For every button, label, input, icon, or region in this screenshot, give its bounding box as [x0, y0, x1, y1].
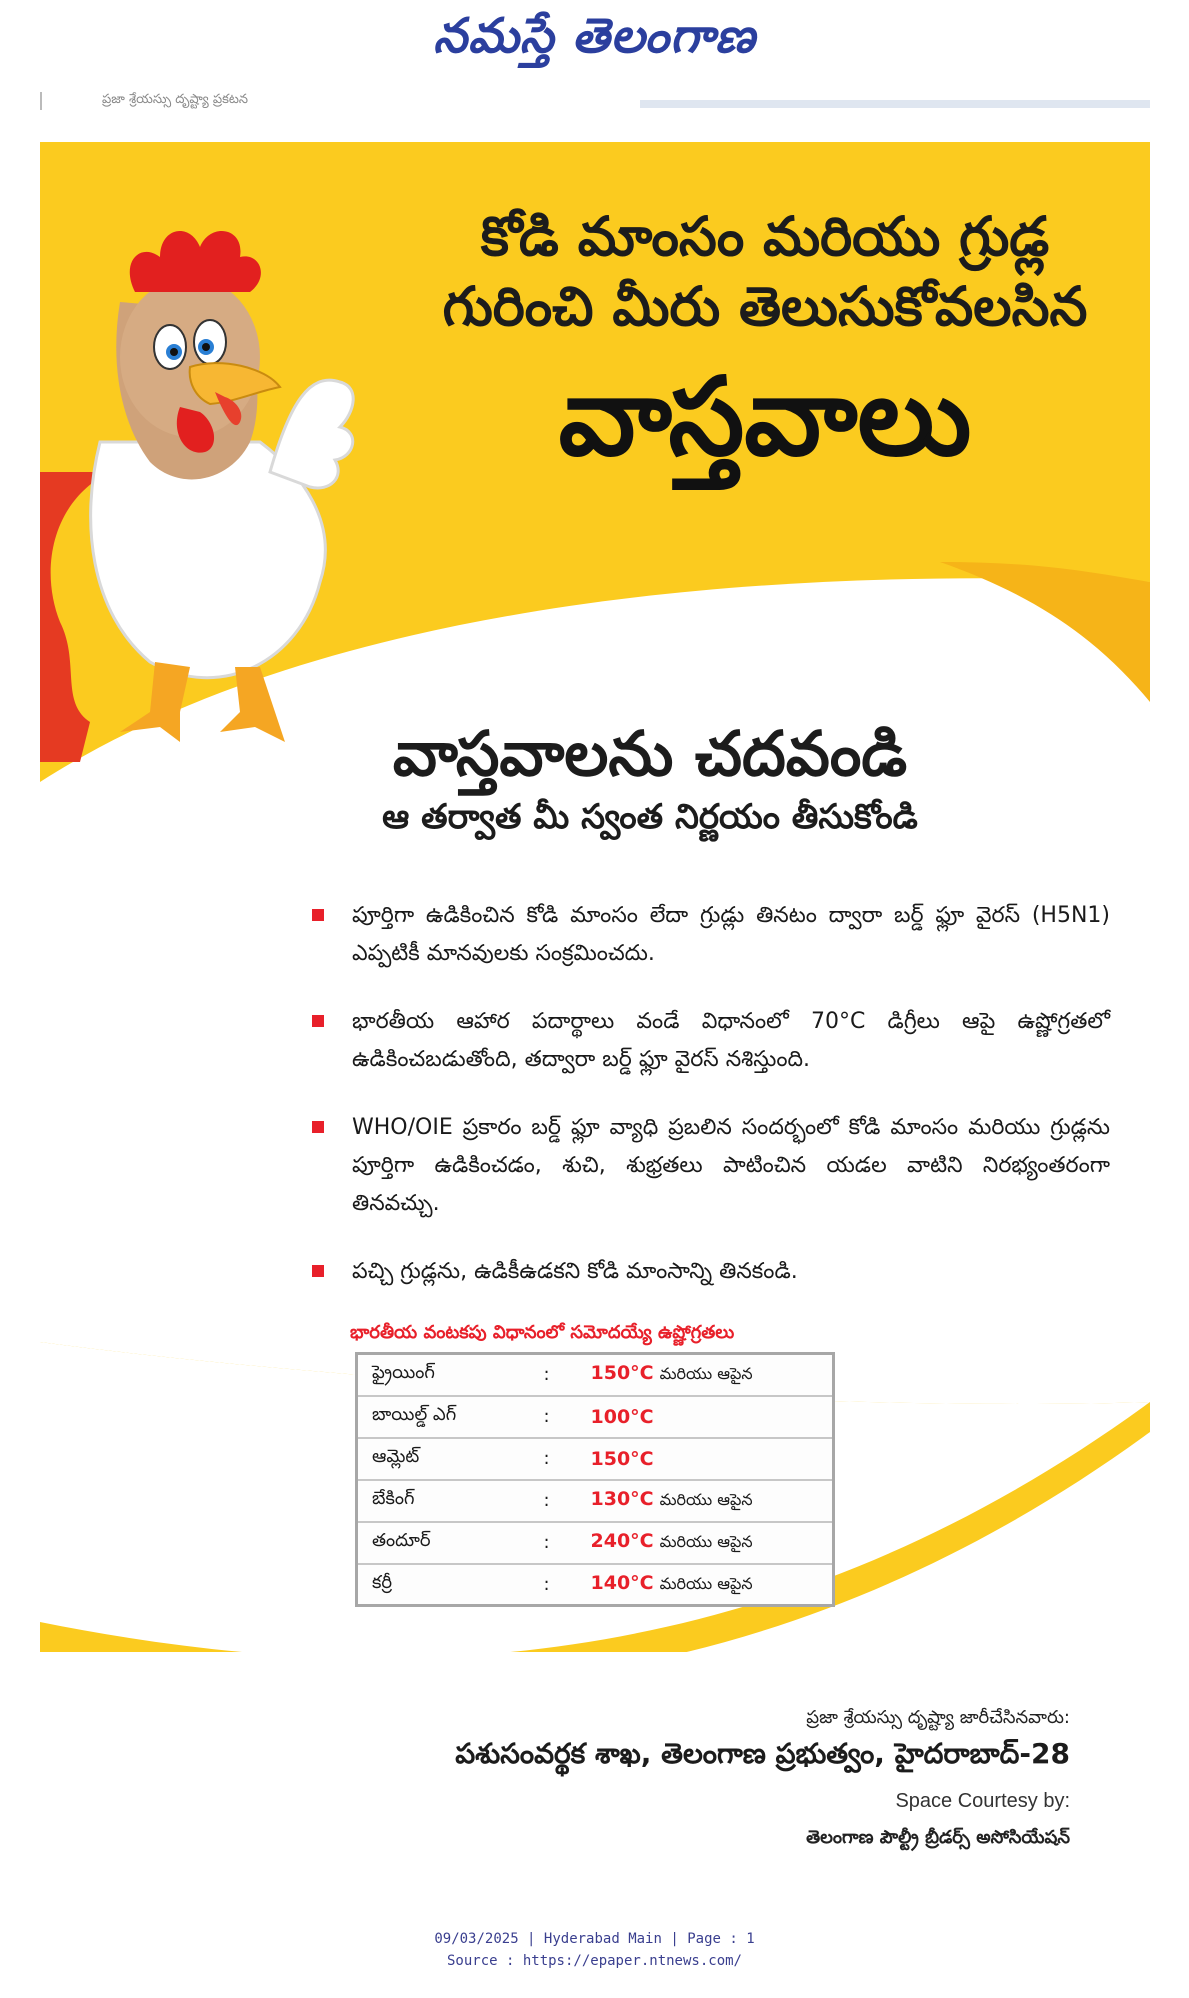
- temperature-table-title: భారతీయ వంటకపు విధానంలో సమోదయ్యే ఉష్ణోగ్రతలు: [350, 1322, 735, 1343]
- title-block: [420, 202, 1110, 488]
- temperature-cell: [577, 1396, 834, 1438]
- rooster-mascot-icon: [40, 142, 370, 762]
- temperature-value: 150°C: [590, 1362, 654, 1385]
- list-item: [310, 1109, 1110, 1223]
- temperature-cell: [577, 1564, 834, 1606]
- list-item-text: WHO/OIE ప్రకారం బర్డ్ ఫ్లూ వ్యాధి ప్రబలిన సందర్భంలో కోడి మాంసం మరియు గ్రుడ్లను పూర్తిగా ఉడికించడం, శుచి, శుభ్రతలు పాటించిన యడల వాటిని నిరభ్యంతరంగా తినవచ్చు.: [352, 1115, 1110, 1216]
- footer-date-edition: 09/03/2025 | Hyderabad Main | Page : 1: [434, 1931, 755, 1947]
- separator: :: [543, 1532, 550, 1553]
- top-strip: [40, 92, 610, 110]
- temperature-suffix: మరియు ఆపైన: [659, 1532, 753, 1551]
- list-item-text: పచ్చి గ్రుడ్లను, ఉడికీఉడకని కోడి మాంసాన్ని తినకండి.: [352, 1259, 798, 1284]
- title-line-1: కోడి మాంసం మరియు గ్రుడ్ల: [480, 205, 1050, 268]
- temperature-cell: [577, 1522, 834, 1564]
- table-row: [357, 1396, 834, 1438]
- bullet-icon: [312, 909, 324, 921]
- cooking-method: బేకింగ్: [372, 1488, 415, 1509]
- table-row: [357, 1354, 834, 1396]
- page-footer: [0, 1928, 1189, 1972]
- temperature-value: 130°C: [590, 1488, 654, 1510]
- cooking-method: బాయిల్డ్ ఎగ్: [372, 1404, 457, 1425]
- title-line-2: గురించి మీరు తెలుసుకోవలసిన: [442, 275, 1088, 338]
- masthead-logo: నమస్తే తెలంగాణ: [433, 8, 756, 64]
- separator: :: [543, 1490, 550, 1511]
- issuer-label: ప్రజా శ్రేయస్సు దృష్ట్యా జారీచేసినవారు:: [806, 1707, 1070, 1728]
- table-row: [357, 1438, 834, 1480]
- separator: :: [543, 1573, 550, 1595]
- list-item: [310, 1003, 1110, 1079]
- facts-heading: వాస్తవాలను చదవండి: [392, 717, 908, 790]
- bullet-icon: [312, 1265, 324, 1277]
- separator: :: [543, 1448, 550, 1469]
- advertisement: [40, 142, 1150, 1878]
- list-item-text: భారతీయ ఆహార పదార్థాలు వండే విధానంలో 70°C డిగ్రీలు ఆపై ఉష్ణోగ్రతలో ఉడికించబడుతోంది, తద్వారా బర్డ్ ఫ్లూ వైరస్ నశిస్తుంది.: [352, 1009, 1110, 1072]
- temperature-cell: [577, 1480, 834, 1522]
- bullet-icon: [312, 1015, 324, 1027]
- list-item: [310, 897, 1110, 973]
- table-row: [357, 1564, 834, 1606]
- temperature-value: 100°C: [590, 1405, 654, 1428]
- cooking-method: కర్రీ: [372, 1571, 393, 1593]
- separator: :: [543, 1406, 550, 1427]
- footer-source[interactable]: Source : https://epaper.ntnews.com/: [446, 1953, 742, 1969]
- title-line-3: వాస్తవాలు: [558, 355, 972, 480]
- temperature-suffix: మరియు ఆపైన: [659, 1364, 753, 1384]
- temperature-suffix: మరియు ఆపైన: [659, 1573, 753, 1593]
- issuer-name: పశుసంవర్థక శాఖ, తెలంగాణ ప్రభుత్వం, హైదరాబాద్-28: [455, 1737, 1070, 1770]
- table-row: [357, 1480, 834, 1522]
- separator: :: [543, 1364, 550, 1386]
- temperature-cell: [577, 1354, 834, 1396]
- courtesy-name: తెలంగాణ పౌల్ట్రీ బ్రీడర్స్ అసోసియేషన్: [806, 1827, 1070, 1848]
- list-item: [310, 1253, 1110, 1291]
- facts-subheading: ఆ తర్వాత మీ స్వంత నిర్ణయం తీసుకోండి: [382, 797, 918, 837]
- temperature-value: 150°C: [590, 1447, 654, 1470]
- bullet-icon: [312, 1121, 324, 1133]
- top-strip-bar: [640, 100, 1150, 108]
- cooking-method: ఆమ్లెట్: [372, 1446, 420, 1467]
- cooking-method: ఫ్రైయింగ్: [372, 1362, 435, 1384]
- list-item-text: పూర్తిగా ఉడికించిన కోడి మాంసం లేదా గ్రుడ్లు తినటం ద్వారా బర్డ్ ఫ్లూ వైరస్ (H5N1) ఎప్పటికీ మానవులకు సంక్రమించదు.: [352, 903, 1110, 966]
- facts-list: [310, 897, 1110, 1321]
- cooking-method: తందూర్: [372, 1530, 431, 1551]
- temperature-cell: [577, 1438, 834, 1480]
- temperature-suffix: మరియు ఆపైన: [659, 1490, 753, 1509]
- temperature-table: [355, 1352, 835, 1607]
- courtesy-label: Space Courtesy by:: [895, 1790, 1070, 1812]
- table-row: [357, 1522, 834, 1564]
- temperature-value: 140°C: [590, 1571, 654, 1594]
- temperature-value: 240°C: [590, 1530, 654, 1552]
- top-strip-text: ప్రజా శ్రేయస్సు దృష్ట్యా ప్రకటన: [102, 92, 249, 107]
